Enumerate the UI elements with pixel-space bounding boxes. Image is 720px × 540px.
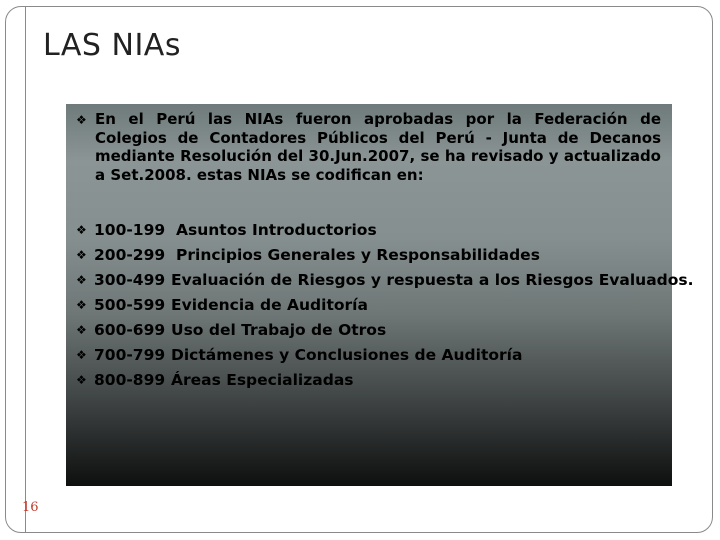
item-description: Evaluación de Riesgos y respuesta a los Riesgos Evaluados. [171,271,694,289]
item-code: 300-499 [94,271,166,289]
slide-title: LAS NIAs [43,28,181,63]
diamond-bullet-icon: ❖ [76,113,87,127]
item-description: Principios Generales y Responsabilidades [176,246,540,264]
diamond-bullet-icon: ❖ [76,273,87,287]
list-item [76,293,676,318]
diamond-bullet-icon: ❖ [76,223,87,237]
item-code: 200-299 [94,246,166,264]
item-description: Uso del Trabajo de Otros [171,321,387,339]
item-description: Áreas Especializadas [171,371,354,389]
page-number: 16 [22,500,39,515]
diamond-bullet-icon: ❖ [76,248,87,262]
diamond-bullet-icon: ❖ [76,373,87,387]
list-item [76,368,676,393]
list-item [76,318,676,343]
list-item [76,268,694,293]
nia-code-list [76,218,694,393]
item-code: 500-599 [94,296,166,314]
list-item [76,343,676,368]
item-code: 600-699 [94,321,166,339]
intro-text: En el Perú las NIAs fueron aprobadas por la Federación de Colegios de Contadores Públicos del Perú - Junta de Decanos mediante Resolución del 30.Jun.2007, se ha revisado y actualizado a Set.2008. estas NIAs se codifican en: [95,110,661,184]
item-code: 100-199 [94,221,166,239]
list-item [76,218,676,243]
diamond-bullet-icon: ❖ [76,323,87,337]
diamond-bullet-icon: ❖ [76,348,87,362]
list-item [76,243,676,268]
frame-divider [25,6,26,533]
intro-paragraph [76,110,661,184]
item-code: 700-799 [94,346,166,364]
item-description: Dictámenes y Conclusiones de Auditoría [171,346,523,364]
item-code: 800-899 [94,371,166,389]
item-description: Asuntos Introductorios [176,221,377,239]
item-description: Evidencia de Auditoría [171,296,368,314]
diamond-bullet-icon: ❖ [76,298,87,312]
